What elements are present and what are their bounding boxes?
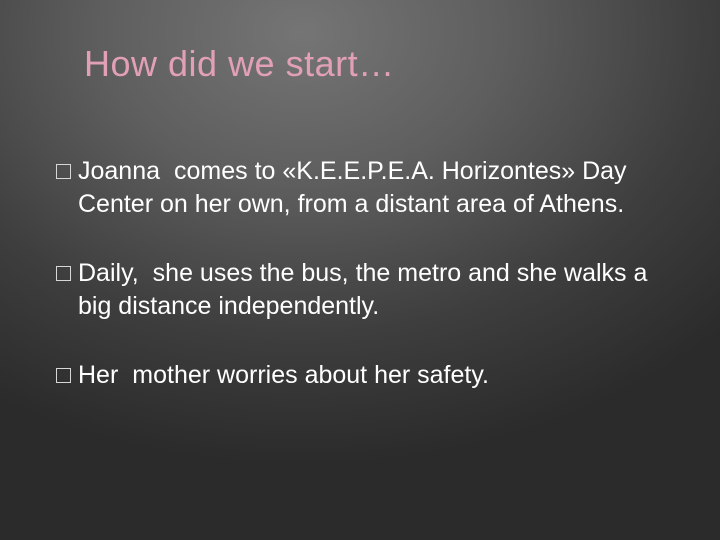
bullet-lead-word: Joanna	[78, 157, 161, 185]
hollow-square-icon	[56, 368, 71, 383]
bullet-item	[54, 155, 674, 221]
hollow-square-icon	[56, 164, 71, 179]
bullet-item	[54, 257, 674, 323]
bullet-text: comes to «K.E.E.P.E.A. Horizontes» Day Center on her own, from a distant area of Athens.	[78, 157, 627, 218]
slide-title: How did we start…	[84, 43, 395, 84]
hollow-square-icon	[56, 266, 71, 281]
bullet-text: she uses the bus, the metro and she walks a big distance independently.	[78, 259, 648, 320]
bullet-lead-word: Her	[78, 361, 119, 389]
bullet-list	[54, 155, 674, 392]
bullet-text: mother worries about her safety.	[132, 361, 489, 389]
bullet-lead-word: Daily,	[78, 259, 139, 287]
bullet-item	[54, 359, 674, 392]
